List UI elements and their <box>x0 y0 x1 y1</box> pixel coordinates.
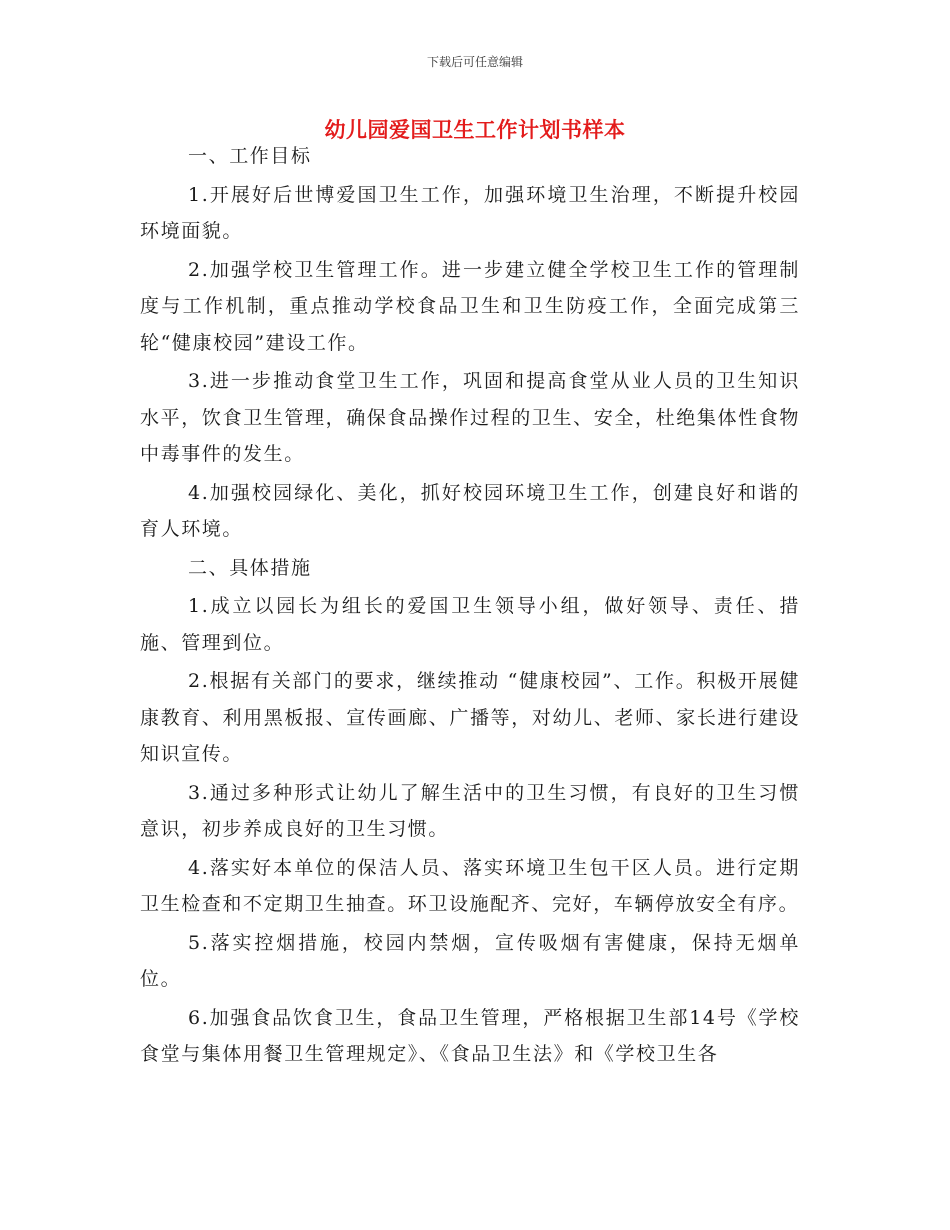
paragraph: 1.成立以园长为组长的爱国卫生领导小组，做好领导、责任、措施、管理到位。 <box>140 595 800 654</box>
paragraph: 1.开展好后世博爱国卫生工作，加强环境卫生治理，不断提升校园环境面貌。 <box>140 183 800 242</box>
header-note: 下载后可任意编辑 <box>426 55 523 69</box>
paragraph: 4.落实好本单位的保洁人员、落实环境卫生包干区人员。进行定期卫生检查和不定期卫生抽查。环卫设施配齐、完好，车辆停放安全有序。 <box>140 856 800 915</box>
paragraph: 4.加强校园绿化、美化，抓好校园环境卫生工作，创建良好和谐的育人环境。 <box>140 481 800 540</box>
document-body <box>140 138 800 1075</box>
paragraph: 5.落实控烟措施，校园内禁烟，宣传吸烟有害健康，保持无烟单位。 <box>140 931 800 990</box>
section-heading: 一、工作目标 <box>188 145 312 167</box>
paragraph: 6.加强食品饮食卫生，食品卫生管理，严格根据卫生部14号《学校食堂与集体用餐卫生管理规定》、《食品卫生法》和《学校卫生各 <box>140 1006 800 1065</box>
paragraph: 3.通过多种形式让幼儿了解生活中的卫生习惯，有良好的卫生习惯意识，初步养成良好的卫生习惯。 <box>140 781 800 840</box>
document-title: 幼儿园爱国卫生工作计划书样本 <box>324 118 626 142</box>
paragraph: 2.根据有关部门的要求，继续推动 “健康校园”、工作。积极开展健康教育、利用黑板报、宣传画廊、广播等，对幼儿、老师、家长进行建设知识宣传。 <box>140 670 800 765</box>
paragraph: 2.加强学校卫生管理工作。进一步建立健全学校卫生工作的管理制度与工作机制，重点推动学校食品卫生和卫生防疫工作，全面完成第三轮“健康校园”建设工作。 <box>140 258 800 354</box>
paragraph: 3.进一步推动食堂卫生工作，巩固和提高食堂从业人员的卫生知识水平，饮食卫生管理，确保食品操作过程的卫生、安全，杜绝集体性食物中毒事件的发生。 <box>140 370 800 465</box>
section-heading: 二、具体措施 <box>188 556 312 579</box>
